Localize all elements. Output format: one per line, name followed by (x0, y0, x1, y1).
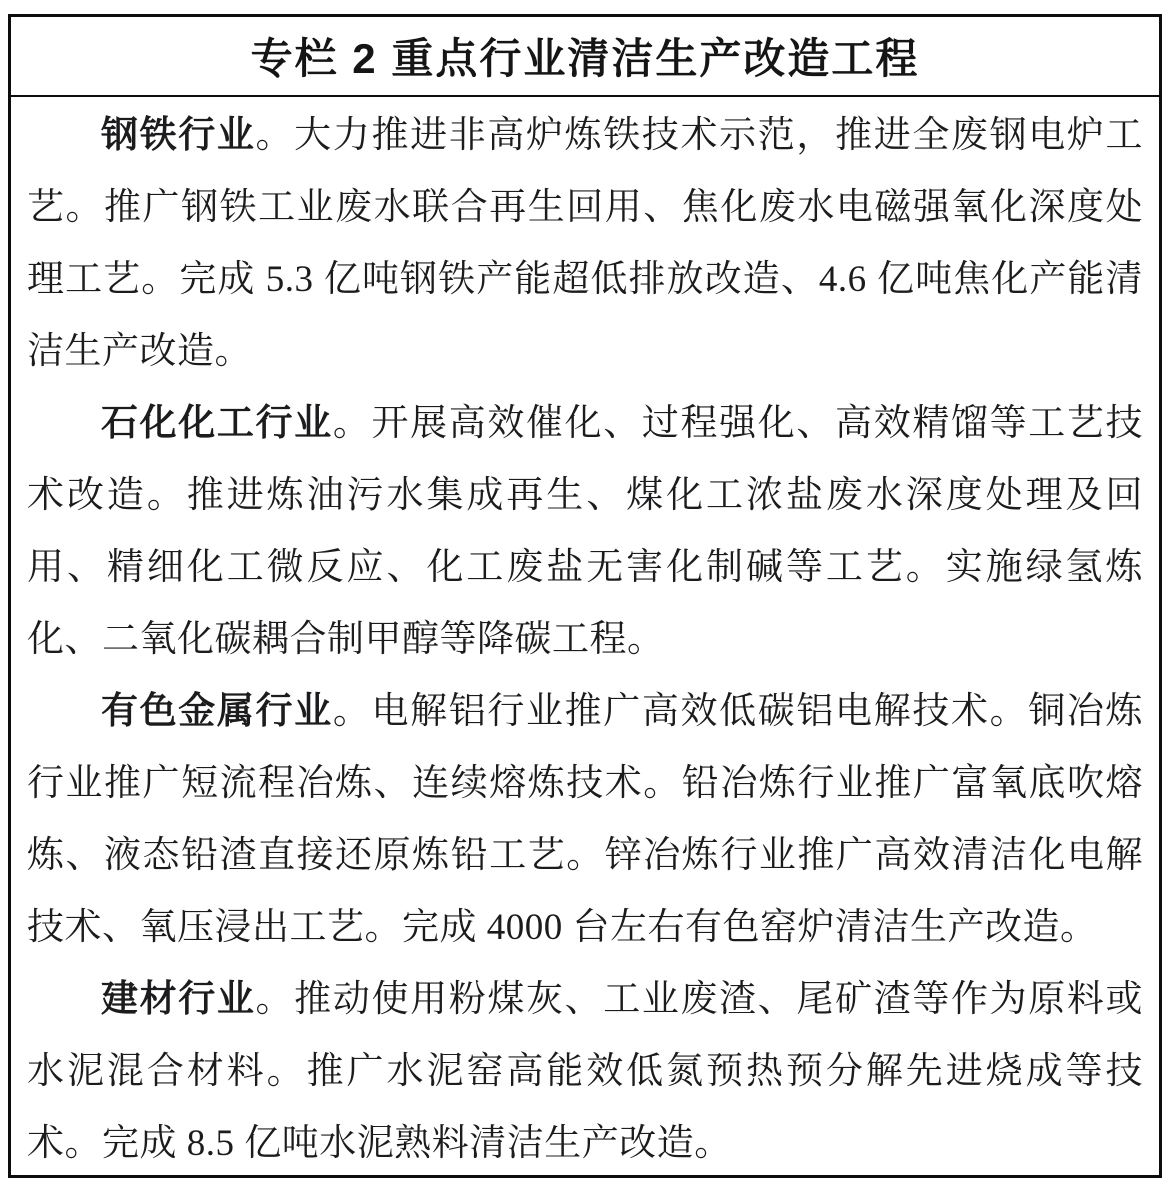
paragraph-text-building-materials: 。推动使用粉煤灰、工业废渣、尾矿渣等作为原料或水泥混合材料。推广水泥窑高能效低氮预热预分解先进烧成等技术。完成 8.5 亿吨水泥熟料清洁生产改造。 (27, 979, 1144, 1164)
highlight-box (8, 14, 1162, 1178)
paragraph-lead-building-materials: 建材行业 (101, 979, 256, 1020)
paragraph-text-petrochemical: 。开展高效催化、过程强化、高效精馏等工艺技术改造。推进炼油污水集成再生、煤化工浓盐废水深度处理及回用、精细化工微反应、化工废盐无害化制碱等工艺。实施绿氢炼化、二氧化碳耦合制甲醇等降碳工程。 (27, 403, 1144, 660)
paragraph-text-steel: 。大力推进非高炉炼铁技术示范，推进全废钢电炉工艺。推广钢铁工业废水联合再生回用、焦化废水电磁强氧化深度处理工艺。完成 5.3 亿吨钢铁产能超低排放改造、4.6 亿吨焦化产能清洁生产改造。 (27, 115, 1144, 372)
paragraph-lead-nonferrous: 有色金属行业 (101, 691, 333, 732)
box-title: 专栏 2 重点行业清洁生产改造工程 (11, 17, 1159, 97)
paragraph-petrochemical-industry (27, 388, 1143, 676)
paragraph-steel-industry (27, 100, 1143, 388)
box-body (11, 97, 1159, 1180)
paragraph-text-nonferrous: 。电解铝行业推广高效低碳铝电解技术。铜冶炼行业推广短流程冶炼、连续熔炼技术。铅冶炼行业推广富氧底吹熔炼、液态铅渣直接还原炼铅工艺。锌冶炼行业推广高效清洁化电解技术、氧压浸出工艺。完成 4000 台左右有色窑炉清洁生产改造。 (27, 691, 1144, 948)
paragraph-lead-petrochemical: 石化化工行业 (101, 403, 333, 444)
paragraph-building-materials-industry (27, 964, 1143, 1180)
paragraph-lead-steel: 钢铁行业 (101, 115, 256, 156)
paragraph-nonferrous-metals-industry (27, 676, 1143, 964)
